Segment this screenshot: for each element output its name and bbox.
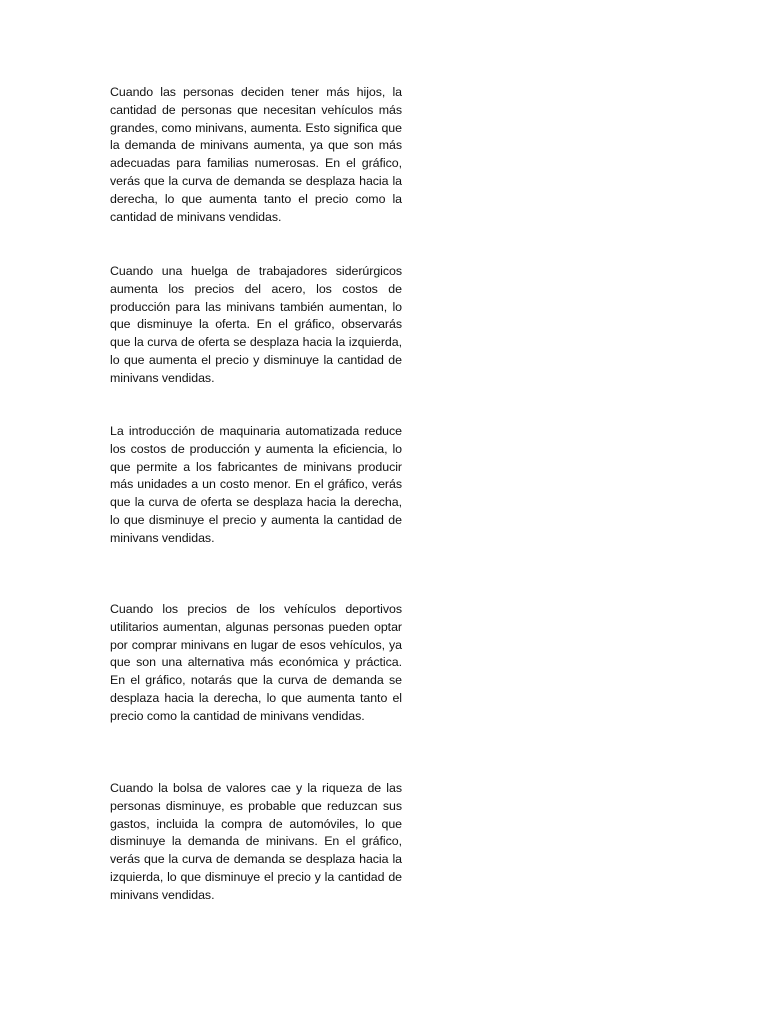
paragraph-steel-strike-supply: Cuando una huelga de trabajadores siderúrgicos aumenta los precios del acero, los costos de producción para las minivans también aumentan, lo que disminuye la oferta. En el gráfico, observarás que la curva de oferta se desplaza hacia la izquierda, lo que aumenta el precio y disminuye la cantidad de minivans vendidas. <box>110 264 402 385</box>
paragraph-automation-supply: La introducción de maquinaria automatizada reduce los costos de producción y aumenta la eficiencia, lo que permite a los fabricantes de minivans producir más unidades a un costo menor. En el gráfico, verás que la curva de oferta se desplaza hacia la derecha, lo que disminuye el precio y aumenta la cantidad de minivans vendidas. <box>110 424 402 545</box>
paragraph-stock-market-demand: Cuando la bolsa de valores cae y la riqueza de las personas disminuye, es probable que reduzcan sus gastos, incluida la compra de automóviles, lo que disminuye la demanda de minivans. En el gráfico, verás que la curva de demanda se desplaza hacia la izquierda, lo que disminuye el precio y la cantidad de minivans vendidas. <box>110 781 402 902</box>
paragraph-more-children-demand: Cuando las personas deciden tener más hijos, la cantidad de personas que necesitan vehículos más grandes, como minivans, aumenta. Esto significa que la demanda de minivans aumenta, ya que son más adecuadas para familias numerosas. En el gráfico, verás que la curva de demanda se desplaza hacia la derecha, lo que aumenta tanto el precio como la cantidad de minivans vendidas. <box>110 85 402 224</box>
paragraph-suv-prices-demand: Cuando los precios de los vehículos deportivos utilitarios aumentan, algunas personas pueden optar por comprar minivans en lugar de esos vehículos, ya que son una alternativa más económica y práctica. En el gráfico, notarás que la curva de demanda se desplaza hacia la derecha, lo que aumenta tanto el precio como la cantidad de minivans vendidas. <box>110 602 402 723</box>
